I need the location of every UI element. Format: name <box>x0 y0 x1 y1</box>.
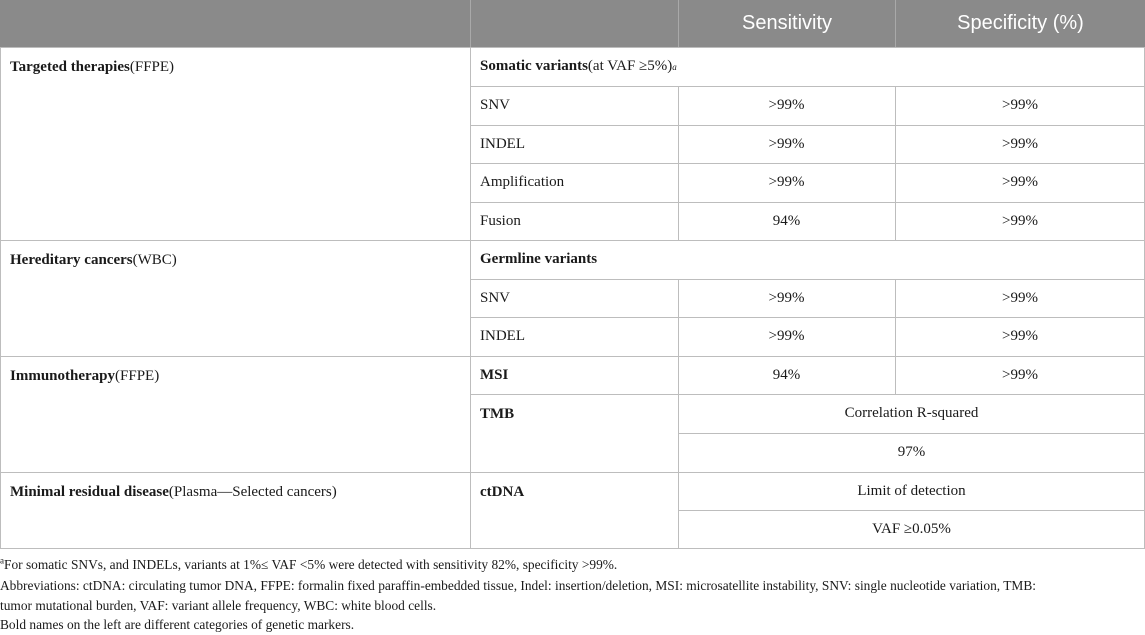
category-sample: (FFPE) <box>115 368 160 384</box>
ctdna-metric: Limit of detection <box>857 482 966 499</box>
grid-line <box>895 279 896 394</box>
abbreviations-line-2: tumor mutational burden, VAF: variant allele frequency, WBC: white blood cells. <box>0 598 437 613</box>
grid-line <box>0 356 1145 357</box>
header-cell-marker <box>470 0 678 47</box>
row-specificity: >99% <box>1002 97 1038 113</box>
grid-line <box>470 86 1145 87</box>
row-label: Fusion <box>480 212 521 229</box>
tmb-value: 97% <box>897 444 926 460</box>
category-hereditary-cancers <box>0 240 470 356</box>
grid-line <box>0 240 1145 241</box>
category-title: Immunotherapy <box>10 368 116 384</box>
subhead-germline-variants <box>470 240 1145 279</box>
grid-line <box>470 202 1145 203</box>
grid-line <box>678 279 679 394</box>
row-label: INDEL <box>480 328 525 344</box>
category-title: Targeted therapies <box>10 59 130 75</box>
category-title: Hereditary cancers <box>10 252 133 268</box>
row-label: SNV <box>480 289 511 306</box>
footnote-a <box>0 555 1145 575</box>
row-sensitivity: 94% <box>772 212 801 229</box>
subhead-somatic-variants <box>470 47 1145 86</box>
row-sensitivity: >99% <box>768 174 805 190</box>
grid-line <box>0 47 1145 48</box>
category-minimal-residual-disease <box>0 472 470 548</box>
header-sensitivity: Sensitivity <box>678 0 895 47</box>
row-label-tmb: TMB <box>480 406 515 422</box>
row-sensitivity: >99% <box>768 289 805 306</box>
footnote-text: For somatic SNVs, and INDELs, variants at 1%≤ VAF <5% were detected with sensitivity 82%, specificity >99%. <box>4 557 618 572</box>
category-sample: (Plasma—Selected cancers) <box>168 484 337 500</box>
abbreviations-line-1: Abbreviations: ctDNA: circulating tumor DNA, FFPE: formalin fixed paraffin-embedded tissue, Indel: insertion/deletion, MSI: microsatellite instability, SNV: single nucleotide variation, TMB: <box>0 578 1036 593</box>
footnote-marker: a <box>672 61 677 72</box>
grid-line <box>678 86 679 240</box>
row-label-msi: MSI <box>480 366 509 383</box>
subhead-condition: (at VAF ≥5%) <box>587 58 673 74</box>
row-specificity: >99% <box>1002 174 1038 190</box>
grid-line <box>470 47 471 548</box>
subhead-title: Somatic variants <box>480 58 588 74</box>
footnote-marker: a <box>0 555 4 566</box>
row-sensitivity: >99% <box>768 97 805 113</box>
header-specificity: Specificity (%) <box>895 0 1145 47</box>
grid-line <box>0 47 1 548</box>
row-specificity: >99% <box>1002 289 1038 306</box>
ctdna-value: VAF ≥0.05% <box>872 520 951 537</box>
grid-line <box>470 163 1145 164</box>
category-title: Minimal residual disease <box>10 484 169 500</box>
grid-line <box>895 86 896 240</box>
subhead-title: Germline variants <box>480 251 598 267</box>
bold-names-note: Bold names on the left are different categories of genetic markers. <box>0 617 355 632</box>
grid-line <box>0 472 1145 473</box>
row-specificity: >99% <box>1002 366 1038 383</box>
row-specificity: >99% <box>1002 135 1038 152</box>
category-targeted-therapies <box>0 47 470 240</box>
row-specificity: >99% <box>1002 328 1038 344</box>
category-sample: (FFPE) <box>129 59 175 75</box>
grid-line <box>470 125 1145 126</box>
tmb-metric: Correlation R-squared <box>844 405 979 421</box>
grid-line <box>678 433 1145 434</box>
grid-line <box>470 394 1145 395</box>
row-specificity: >99% <box>1002 212 1038 229</box>
grid-line <box>470 279 1145 280</box>
row-label-ctdna: ctDNA <box>480 484 525 500</box>
header-cell-category <box>0 0 470 47</box>
row-label: Amplification <box>480 174 565 190</box>
grid-line <box>678 510 1145 511</box>
grid-line <box>678 394 679 548</box>
category-immunotherapy <box>0 356 470 472</box>
row-sensitivity: 94% <box>772 366 801 383</box>
grid-line <box>0 548 1145 549</box>
row-label: SNV <box>480 97 511 113</box>
row-sensitivity: >99% <box>768 135 805 152</box>
row-label: INDEL <box>480 135 525 152</box>
row-sensitivity: >99% <box>768 328 805 344</box>
category-sample: (WBC) <box>132 252 177 268</box>
grid-line <box>470 317 1145 318</box>
